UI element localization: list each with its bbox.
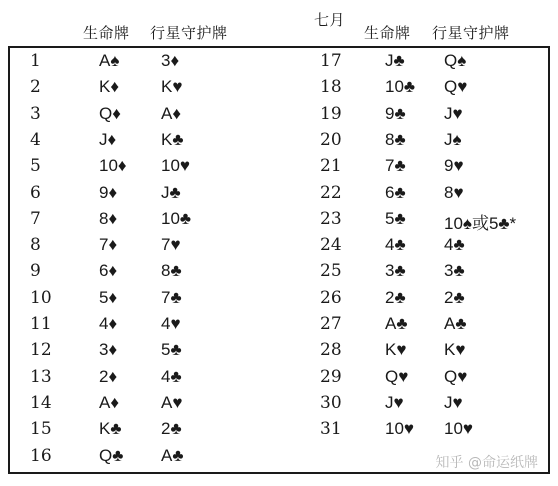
life-card: Q♥ [385,366,409,386]
guardian-card: J♥ [444,392,463,412]
life-card: J♣ [385,51,405,70]
table-row [10,51,550,77]
guardian-card: J♠ [444,129,462,149]
day-number: 16 [30,445,52,466]
guardian-card: J♣ [161,182,181,202]
guardian-card: 8♥ [444,182,464,202]
life-card: 5♣ [385,208,406,228]
guardian-card: A♣ [444,314,467,333]
guardian-card-header-left: 行星守护牌 [150,24,228,42]
guardian-card: 5♣ [161,340,182,360]
guardian-card: K♣ [161,129,184,149]
life-card: Q♦ [99,103,121,123]
guardian-card: 3♣ [444,261,465,281]
day-number: 24 [320,235,342,256]
guardian-card: 2♣ [444,287,465,307]
day-number: 10 [30,287,52,308]
guardian-card-header-right: 行星守护牌 [432,24,510,42]
guardian-card: 4♥ [161,314,181,333]
table-row [10,156,550,182]
watermark: 知乎 @命运纸牌 [435,455,538,471]
day-number: 5 [30,156,41,177]
day-number: 13 [30,366,52,387]
day-number: 19 [320,103,342,124]
life-card: A♠ [99,51,120,70]
day-number: 7 [30,208,41,229]
table-row [10,209,550,235]
life-card: 6♦ [99,261,118,281]
day-number: 25 [320,261,342,282]
day-number: 14 [30,392,52,413]
guardian-card: 4♣ [161,366,182,386]
day-number: 20 [320,129,342,150]
life-card: 9♣ [385,103,406,123]
life-card: 2♦ [99,366,118,386]
day-number: 4 [30,129,41,150]
guardian-card: 7♥ [161,235,181,255]
table-row [10,288,550,314]
life-card: 4♦ [99,314,118,333]
table-row [10,130,550,156]
guardian-card: 10♥ [444,419,474,439]
life-card: 3♦ [99,340,118,360]
guardian-card: 10♣ [161,208,192,228]
day-number: 22 [320,182,342,203]
table-row [10,314,550,340]
guardian-card: 8♣ [161,261,182,281]
day-number: 12 [30,340,52,361]
life-card: 8♣ [385,129,406,149]
table-row [10,367,550,393]
guardian-card: K♥ [161,77,183,97]
day-number: 1 [30,51,41,71]
life-card: J♥ [385,392,404,412]
guardian-card: K♥ [444,340,466,360]
day-number: 15 [30,419,52,440]
life-card: 5♦ [99,287,118,307]
life-card: 4♣ [385,235,406,255]
guardian-card: A♣ [161,445,184,465]
life-card: K♦ [99,77,120,97]
life-card: 2♣ [385,287,406,307]
table-row [10,419,550,445]
table-row [10,104,550,130]
life-card: A♦ [99,392,120,412]
life-card: 7♦ [99,235,118,255]
day-number: 8 [30,235,41,256]
table-row [10,446,290,472]
day-number: 6 [30,182,41,203]
life-card-header-left: 生命牌 [83,24,130,42]
life-card: 10♥ [385,419,415,439]
guardian-card: Q♥ [444,366,468,386]
guardian-card: 7♣ [161,287,182,307]
month-header: 七月 [314,11,346,29]
guardian-card: 10♠或5♣* [444,213,517,233]
life-card: 10♣ [385,77,416,97]
table-row [10,261,550,287]
guardian-card: 9♥ [444,156,464,176]
day-number: 27 [320,314,342,334]
card-table [8,46,550,474]
guardian-card: A♥ [161,392,183,412]
life-card: 7♣ [385,156,406,176]
day-number: 18 [320,77,342,98]
life-card: A♣ [385,314,408,333]
life-card: 8♦ [99,208,118,228]
table-row [10,340,550,366]
day-number: 21 [320,156,342,177]
life-card: 6♣ [385,182,406,202]
life-card: Q♣ [99,445,124,465]
day-number: 30 [320,392,342,413]
table-row [10,235,550,261]
day-number: 31 [320,419,342,440]
life-card: K♣ [99,419,122,439]
life-card: 10♦ [99,156,127,176]
life-card-header-right: 生命牌 [364,24,411,42]
life-card: K♥ [385,340,407,360]
guardian-card: A♦ [161,103,182,123]
guardian-card: 3♦ [161,51,180,70]
table-row [10,77,550,103]
day-number: 11 [30,314,52,334]
day-number: 3 [30,103,41,124]
table-row [10,393,550,419]
guardian-card: 4♣ [444,235,465,255]
day-number: 23 [320,208,342,229]
life-card: J♦ [99,129,117,149]
guardian-card: Q♥ [444,77,468,97]
guardian-card: J♥ [444,103,463,123]
day-number: 26 [320,287,342,308]
day-number: 9 [30,261,41,282]
table-row [10,183,550,209]
life-card: 3♣ [385,261,406,281]
life-card: 9♦ [99,182,118,202]
day-number: 2 [30,77,41,98]
guardian-card: 10♥ [161,156,191,176]
day-number: 29 [320,366,342,387]
guardian-card: 2♣ [161,419,182,439]
day-number: 17 [320,51,342,71]
day-number: 28 [320,340,342,361]
guardian-card: Q♠ [444,51,467,70]
